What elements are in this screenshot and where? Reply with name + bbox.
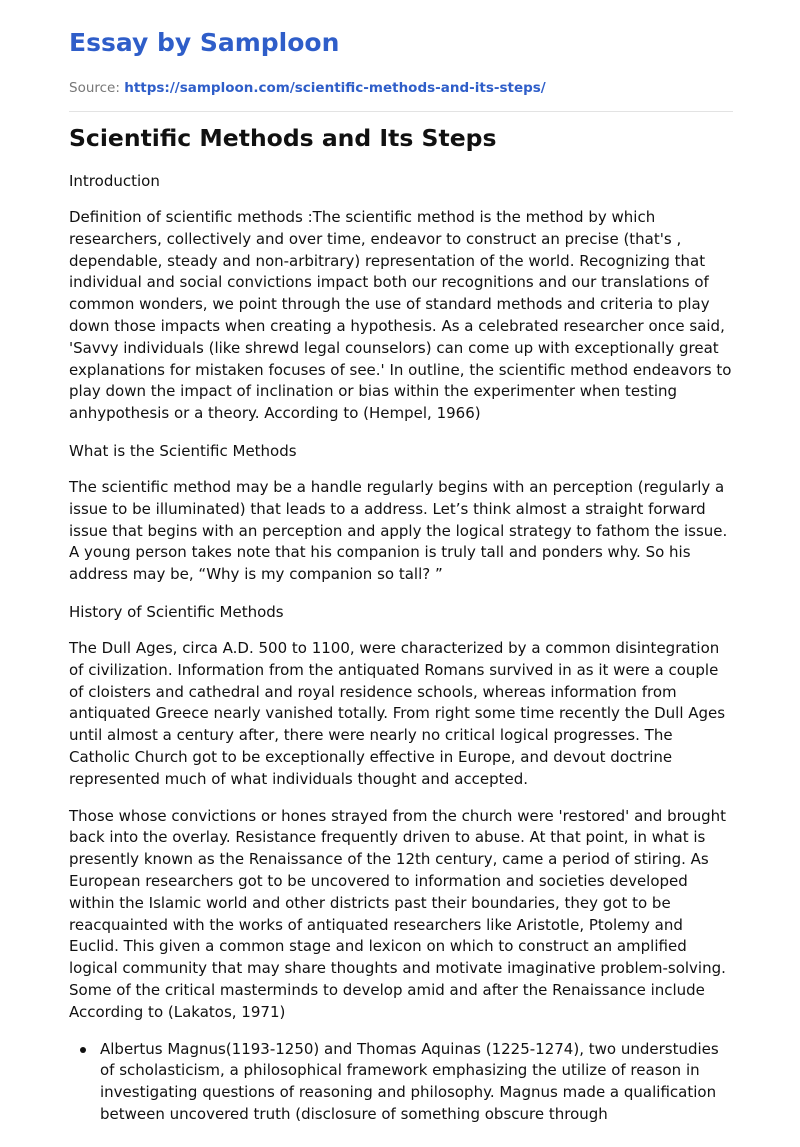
site-brand[interactable]: Essay by Samploon [69, 28, 340, 57]
paragraph: The scientific method may be a handle regularly begins with an perception (regularly a issue to be illuminated) that leads to a address. Let’s think almost a straight forward issue that begins with an perception and apply the logical strategy to fathom the issue. A young person takes note that his companion is truly tall and ponders why. So his address may be, “Why is my companion so tall? ” [69, 477, 728, 584]
source-link[interactable]: https://samploon.com/scientific-methods-and-its-steps/ [124, 80, 546, 96]
source-label: Source: [69, 80, 120, 96]
source-line [69, 80, 546, 96]
header-divider [69, 111, 733, 112]
page-title: Scientific Methods and Its Steps [69, 124, 497, 152]
article-body [69, 170, 733, 1126]
bullet-item [100, 1039, 733, 1126]
section-heading-what-is: What is the Scientific Methods [69, 441, 297, 460]
section-heading-introduction: Introduction [69, 172, 160, 190]
paragraph: The Dull Ages, circa A.D. 500 to 1100, were characterized by a common disintegration of civilization. Information from the antiquated Romans survived in as it were a couple of cloisters and cathedral and royal residence schools, whereas information from antiquated Greece nearly vanished totally. From right some time recently the Dull Ages until almost a century after, there were nearly no critical logical progresses. The Catholic Church got to be exceptionally effective in Europe, and devout doctrine represented much of what individuals thought and accepted. [69, 638, 726, 788]
paragraph: Definition of scientific methods :The scientific method is the method by which researchers, collectively and over time, endeavor to construct an precise (that's , dependable, steady and non-arbitrary) representation of the world. Recognizing that individual and social convictions impact both our recognitions and our translations of common wonders, we point through the use of standard methods and criteria to play down those impacts when creating a hypothesis. As a celebrated researcher once said, 'Savvy individuals (like shrewd legal counselors) can come up with exceptionally great explanations for mistaken focuses of see.' In outline, the scientific method endeavors to play down the impact of inclination or bias within the experimenter when testing anhypothesis or a theory. According to (Hempel, 1966) [69, 208, 732, 423]
bullet-dot-icon [80, 1047, 86, 1053]
section-heading-history: History of Scientific Methods [69, 602, 284, 621]
paragraph: Those whose convictions or hones strayed from the church were 'restored' and brought back into the overlay. Resistance frequently driven to abuse. At that point, in what is presently known as the Renaissance of the 12th century, came a period of stiring. As European researchers got to be uncovered to information and societies developed within the Islamic world and other districts past their boundaries, they got to be reacquainted with the works of antiquated researchers like Aristotle, Ptolemy and Euclid. This given a common stage and lexicon on which to construct an amplified logical community that may share thoughts and motivate imaginative problem-solving. Some of the critical masterminds to develop amid and after the Renaissance include According to (Lakatos, 1971) [69, 806, 727, 1021]
bullet-list [69, 1039, 733, 1126]
bullet-text: Albertus Magnus(1193-1250) and Thomas Aquinas (1225-1274), two understudies of scholasticism, a philosophical framework emphasizing the utilize of reason in investigating questions of reasoning and philosophy. Magnus made a qualification between uncovered truth (disclosure of something obscure through [100, 1039, 719, 1123]
